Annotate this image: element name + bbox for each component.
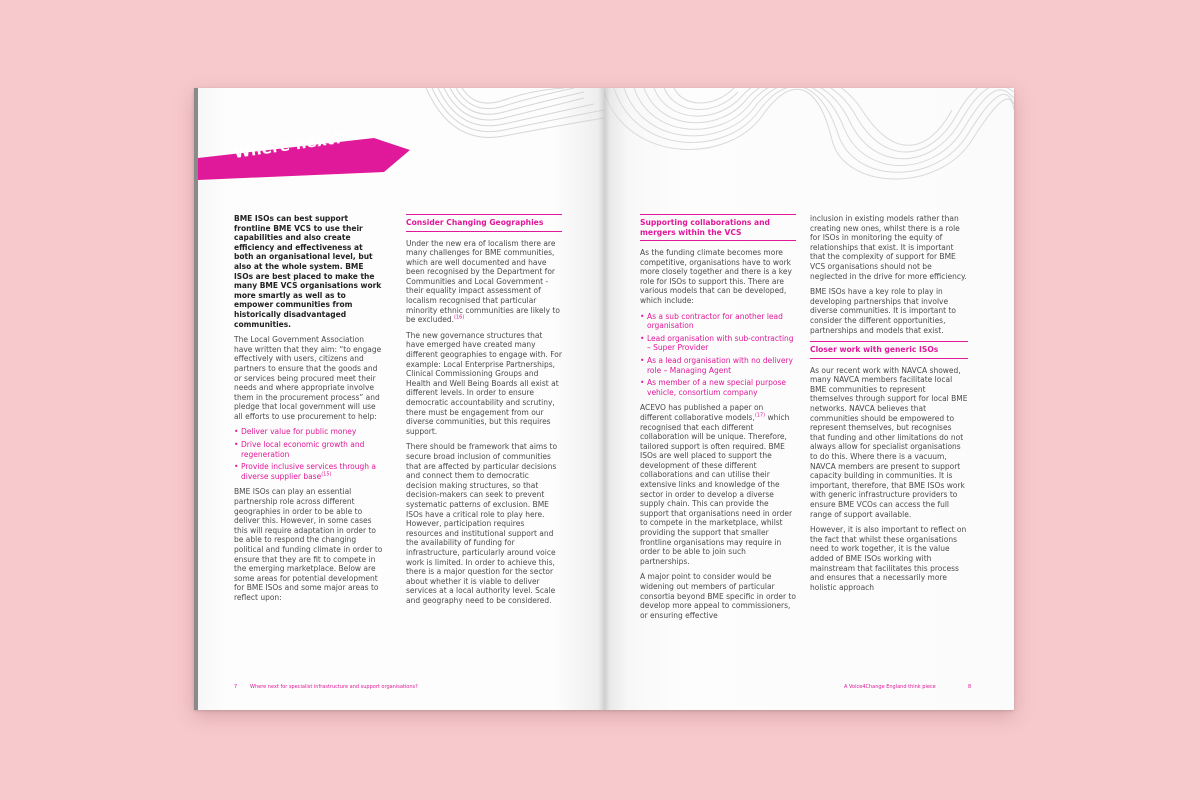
- left-column-1: [234, 214, 384, 609]
- booklet-spread: [194, 88, 1014, 710]
- paragraph: The Local Government Association have written that they aim: “to engage effectively with users, citizens and partners to ensure that the goods and or services being procured meet their needs and where appropriate involve them in the procurement process” and pledge that local government will use all efforts to use procurement to help:: [234, 335, 382, 421]
- right-column-2: [810, 214, 968, 598]
- bullet-list: [234, 427, 384, 481]
- paragraph: There should be framework that aims to secure broad inclusion of communities that are affected by particular decisions and connect them to democratic decision making structures, so that decision-makers can seek to prevent systematic patterns of exclusion. BME ISOs have a critical role to play here. However, participation requires resources and institutional support and the availability of funding for infrastructure, particularly around voice work is limited. In order to achieve this, there is a major question for the sector about whether it is viable to deliver services at a local authority level. Scale and geography need to be considered.: [406, 442, 558, 605]
- section-heading: Supporting collaborations and mergers within the VCS: [640, 214, 796, 241]
- footer-title: A Voice4Change England think piece: [844, 684, 936, 690]
- bullet-item: • As a lead organisation with no delivery role – Managing Agent: [640, 356, 796, 375]
- bullet-item: • Drive local economic growth and regeneration: [234, 440, 384, 459]
- footer-page-number: 7: [234, 684, 238, 690]
- paragraph: The new governance structures that have emerged have created many different geographies to engage with. For example: Local Enterprise Partnerships, Clinical Commissioning Groups and Health and Well Being Boards all exist at different levels. In order to ensure democratic accountability and scrutiny, there must be engagement from our diverse communities, but this requires support.: [406, 330, 562, 436]
- left-column-2: [406, 214, 562, 611]
- paragraph: As our recent work with NAVCA showed, many NAVCA members facilitate local BME communities to represent themselves through support for local BME networks. NAVCA believes that communities should be empowered to represent themselves, but recognises that funding and other limitations do not always allow for specialist organisations to do this. Where there is a vacuum, NAVCA members are present to support capacity building in communities. It is important, therefore, that BME ISOs work with generic infrastructure providers to ensure BME VCOs can access the full range of support available.: [810, 365, 968, 519]
- paragraph: However, it is also important to reflect on the fact that whilst these organisations need to work together, it is the value added of BME ISOs working with mainstream that facilitates this process and ensures that a necessarily more holistic approach: [810, 525, 967, 592]
- bullet-item: • As a sub contractor for another lead organisation: [640, 312, 796, 331]
- right-column-1: [640, 214, 796, 626]
- swirl-pattern-icon: [424, 88, 604, 148]
- bullet-item: • Provide inclusive services through a diverse supplier base$^{(15)}$: [234, 462, 384, 481]
- right-page: [604, 88, 1014, 710]
- paragraph: Under the new era of localism there are many challenges for BME communities, which are well documented and have been recognised by the Department for Communities and Local Government - their equality impact assessment of localism recognised that particular minority ethnic communities are likely to be excluded.$^{(16)}$: [406, 238, 560, 325]
- swirl-pattern-icon: [604, 88, 1014, 198]
- footer-page-number: 8: [968, 684, 972, 690]
- spine-gutter: [598, 88, 610, 710]
- paragraph: BME ISOs have a key role to play in developing partnerships that involve diverse communities. It is important to consider the different opportunities, partnerships and models that exist.: [810, 287, 956, 335]
- bullet-item: • Lead organisation with sub-contracting – Super Provider: [640, 334, 796, 353]
- paragraph: ACEVO has published a paper on different collaborative models,$^{(17)}$ which recognised that each different collaboration will be unique. Therefore, tailored support is often required. BME ISOs are well placed to support the development of these different collaborations and can utilise their extensive links and knowledge of the sector in order to develop a diverse supply chain. This can provide the support that organisations need in order to compete in the marketplace, whilst providing the support that smaller frontline organisations may require in order to be able to join such partnerships.: [640, 403, 793, 566]
- page-edge: [194, 88, 198, 710]
- footnote-ref: (17): [754, 412, 766, 419]
- paragraph: inclusion in existing models rather than creating new ones, whilst there is a role for ISOs in monitoring the equity of relationships that exist. It is important that the complexity of support for BME VCS organisations should not be neglected in the drive for more efficiency.: [810, 214, 967, 281]
- footnote-ref: (15): [321, 471, 332, 478]
- bullet-item: • Deliver value for public money: [234, 427, 384, 437]
- bullet-list: [640, 312, 796, 398]
- paragraph: A major point to consider would be widening out members of particular consortia beyond BME specific in order to develop more appeal to commissioners, or ensuring effective: [640, 572, 796, 620]
- bullet-item: • As member of a new special purpose vehicle, consortium company: [640, 378, 796, 397]
- section-heading: Consider Changing Geographies: [406, 214, 562, 232]
- banner-title: Where next?: [232, 128, 345, 162]
- left-page: [194, 88, 604, 710]
- intro-lead: BME ISOs can best support frontline BME VCS to use their capabilities and also create efficiency and effectiveness at both an organisational level, but also at the whole system. BME ISOs are best placed to make the many BME VCS organisations work more smartly as well as to empower communities from historically disadvantaged communities.: [234, 214, 382, 329]
- paragraph: BME ISOs can play an essential partnership role across different geographies in order to be able to deliver this. However, in some cases this will require adaptation in order to be able to respond the changing political and funding climate in order to ensure that they are fit to compete in the emerging marketplace. Below are some areas for potential development for BME ISOs and some major areas to reflect upon:: [234, 487, 383, 602]
- paragraph: As the funding climate becomes more competitive, organisations have to work more closely together and there is a key role for ISOs to support this. There are various models that can be developed, which include:: [640, 248, 792, 305]
- section-heading: Closer work with generic ISOs: [810, 341, 968, 359]
- footer-title: Where next for specialist infrastructure and support organisations?: [250, 684, 418, 690]
- footnote-ref: (16): [454, 314, 465, 321]
